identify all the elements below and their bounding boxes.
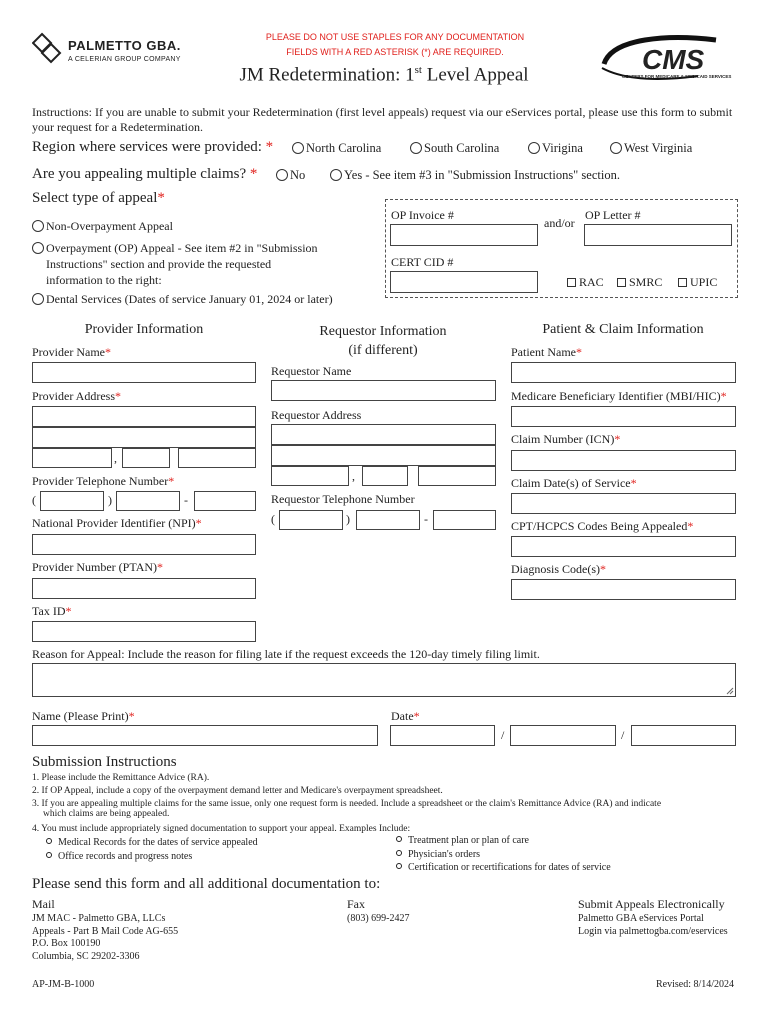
- mail-address: JM MAC - Palmetto GBA, LLCs Appeals - Part B Mail Code AG-655 P.O. Box 100190 Columbia, SC 29202-3306: [32, 913, 179, 962]
- multiple-question: Are you appealing multiple claims? *: [32, 166, 258, 182]
- patient-name-input[interactable]: [511, 362, 736, 383]
- requestor-name-label: Requestor Name: [271, 364, 352, 378]
- submission-heading: Submission Instructions: [32, 754, 177, 770]
- radio-icon[interactable]: [292, 142, 304, 154]
- list-item: Office records and progress notes: [46, 850, 258, 864]
- staple-notice: PLEASE DO NOT USE STAPLES FOR ANY DOCUMENTATION: [265, 32, 525, 42]
- comma-separator: ,: [114, 451, 117, 465]
- cert-cid-input[interactable]: [390, 271, 538, 293]
- requestor-city-input[interactable]: [271, 466, 349, 486]
- requestor-zip-input[interactable]: [418, 466, 496, 486]
- tax-id-input[interactable]: [32, 621, 256, 642]
- bullet-icon: [46, 838, 52, 844]
- cert-cid-label: CERT CID #: [391, 255, 454, 269]
- requestor-address-line1-input[interactable]: [271, 424, 496, 445]
- mbi-input[interactable]: [511, 406, 736, 427]
- slash-separator: /: [621, 728, 625, 742]
- op-invoice-input[interactable]: [390, 224, 538, 246]
- requestor-phone-label: Requestor Telephone Number: [271, 492, 415, 506]
- requestor-address-line2-input[interactable]: [271, 445, 496, 466]
- radio-icon[interactable]: [32, 220, 44, 232]
- fax-heading: Fax: [347, 897, 365, 911]
- radio-icon[interactable]: [410, 142, 422, 154]
- appeal-option-dental[interactable]: Dental Services (Dates of service January 01, 2024 or later): [32, 292, 333, 307]
- provider-address-line2-input[interactable]: [32, 427, 256, 448]
- appeal-option-overpayment[interactable]: Overpayment (OP) Appeal - See item #2 in "Submission Instructions" section and provide the requested information to the right:: [32, 240, 318, 288]
- andor-label: and/or: [544, 216, 575, 230]
- dash-separator: -: [424, 512, 428, 526]
- provider-name-input[interactable]: [32, 362, 256, 383]
- ptan-label: Provider Number (PTAN)*: [32, 560, 164, 574]
- requestor-state-input[interactable]: [362, 466, 408, 486]
- paren-open: (: [271, 512, 275, 526]
- list-item: Physician's orders: [396, 848, 611, 862]
- date-month-input[interactable]: [390, 725, 495, 746]
- cms-tagline: CENTERS FOR MEDICARE & MEDICAID SERVICES: [622, 74, 732, 79]
- cms-wordmark: CMS: [642, 44, 705, 75]
- region-option-sc[interactable]: South Carolina: [410, 141, 499, 156]
- requestor-name-input[interactable]: [271, 380, 496, 401]
- npi-input[interactable]: [32, 534, 256, 555]
- provider-phone-line-input[interactable]: [194, 491, 256, 511]
- paren-close: ): [346, 512, 350, 526]
- bullet-icon: [396, 850, 402, 856]
- cms-logo: [598, 32, 738, 84]
- diagnosis-label: Diagnosis Code(s)*: [511, 562, 606, 576]
- mail-heading: Mail: [32, 897, 55, 911]
- tax-id-label: Tax ID*: [32, 604, 72, 618]
- diagnosis-input[interactable]: [511, 579, 736, 600]
- submission-item-4: 4. You must include appropriately signed documentation to support your appeal. Examples Include:: [32, 824, 411, 834]
- fax-number: (803) 699-2427: [347, 913, 410, 924]
- bullet-list-left: [46, 836, 258, 864]
- radio-icon[interactable]: [276, 169, 288, 181]
- dash-separator: -: [184, 493, 188, 507]
- radio-icon[interactable]: [32, 242, 44, 254]
- logo-name: PALMETTO GBA.: [68, 38, 181, 53]
- claim-dates-label: Claim Date(s) of Service*: [511, 476, 637, 490]
- provider-address-label: Provider Address*: [32, 389, 121, 403]
- upic-checkbox[interactable]: UPIC: [678, 275, 717, 290]
- provider-zip-input[interactable]: [178, 448, 256, 468]
- multiple-option-yes[interactable]: Yes - See item #3 in "Submission Instructions" section.: [330, 168, 620, 183]
- cpt-input[interactable]: [511, 536, 736, 557]
- radio-icon[interactable]: [330, 169, 342, 181]
- requestor-address-label: Requestor Address: [271, 408, 362, 422]
- list-item: Medical Records for the dates of service appealed: [46, 836, 258, 850]
- date-label: Date*: [391, 709, 420, 723]
- resize-handle-icon[interactable]: [726, 687, 734, 695]
- bullet-icon: [46, 852, 52, 858]
- paren-close: ): [108, 493, 112, 507]
- appeal-type-heading: Select type of appeal*: [32, 190, 165, 206]
- provider-phone-area-input[interactable]: [40, 491, 104, 511]
- slash-separator: /: [501, 728, 505, 742]
- radio-icon[interactable]: [610, 142, 622, 154]
- date-day-input[interactable]: [510, 725, 616, 746]
- submission-item-1: 1. Please include the Remittance Advice (RA).: [32, 773, 210, 783]
- claim-number-label: Claim Number (ICN)*: [511, 432, 621, 446]
- bullet-icon: [396, 836, 402, 842]
- palmetto-diamond-icon: [32, 32, 62, 64]
- revised-date: Revised: 8/14/2024: [656, 979, 735, 990]
- list-item: Certification or recertifications for dates of service: [396, 861, 611, 875]
- mbi-label: Medicare Beneficiary Identifier (MBI/HIC)*: [511, 389, 727, 403]
- cpt-label: CPT/HCPCS Codes Being Appealed*: [511, 519, 694, 533]
- paren-open: (: [32, 493, 36, 507]
- rac-checkbox[interactable]: RAC: [567, 275, 604, 290]
- form-id: AP-JM-B-1000: [32, 979, 95, 990]
- comma-separator: ,: [352, 469, 355, 483]
- multiple-option-no[interactable]: No: [276, 168, 305, 183]
- radio-icon[interactable]: [528, 142, 540, 154]
- provider-name-label: Provider Name*: [32, 345, 111, 359]
- send-heading: Please send this form and all additional documentation to:: [32, 876, 381, 892]
- appeal-option-non-overpayment[interactable]: Non-Overpayment Appeal: [32, 219, 173, 234]
- name-print-label: Name (Please Print)*: [32, 709, 135, 723]
- provider-phone-prefix-input[interactable]: [116, 491, 180, 511]
- required-notice: FIELDS WITH A RED ASTERISK (*) ARE REQUIRED.: [286, 47, 504, 57]
- checkbox-icon[interactable]: [617, 278, 626, 287]
- op-invoice-label: OP Invoice #: [391, 208, 454, 222]
- smrc-checkbox[interactable]: SMRC: [617, 275, 662, 290]
- palmetto-logo: [32, 32, 202, 72]
- region-option-wv[interactable]: West Virginia: [610, 141, 692, 156]
- submission-item-3-cont: which claims are being appealed.: [43, 809, 170, 819]
- op-letter-input[interactable]: [584, 224, 732, 246]
- date-year-input[interactable]: [631, 725, 736, 746]
- checkbox-icon[interactable]: [678, 278, 687, 287]
- provider-phone-label: Provider Telephone Number*: [32, 474, 175, 488]
- bullet-list-right: [396, 834, 611, 875]
- requestor-heading: Requestor Information (if different): [319, 324, 447, 358]
- bullet-icon: [396, 863, 402, 869]
- electronic-info: Palmetto GBA eServices Portal Login via palmettogba.com/eservices: [578, 913, 728, 937]
- submission-item-3: 3. If you are appealing multiple claims for the same issue, only one request form is needed. Include a spreadsheet or the claim's Remittance Advice (RA) and indicate: [32, 799, 662, 809]
- provider-heading: Provider Information: [84, 322, 204, 337]
- electronic-heading: Submit Appeals Electronically: [578, 897, 725, 911]
- provider-address-line1-input[interactable]: [32, 406, 256, 427]
- claim-dates-input[interactable]: [511, 493, 736, 514]
- radio-icon[interactable]: [32, 293, 44, 305]
- npi-label: National Provider Identifier (NPI)*: [32, 516, 202, 530]
- name-print-input[interactable]: [32, 725, 378, 746]
- logo-tagline: A CELERIAN GROUP COMPANY: [68, 56, 181, 63]
- provider-city-input[interactable]: [32, 448, 112, 468]
- region-option-va[interactable]: Virigina: [528, 141, 583, 156]
- provider-state-input[interactable]: [122, 448, 170, 468]
- instructions: Instructions: If you are unable to submit your Redetermination (first level appeals) request via our eServices portal, please use this form to submit your request for a Redetermination.: [32, 105, 733, 134]
- patient-heading: Patient & Claim Information: [542, 322, 704, 337]
- submission-item-2: 2. If OP Appeal, include a copy of the overpayment demand letter and Medicare's overpayment spreadsheet.: [32, 786, 443, 796]
- reason-label: Reason for Appeal: Include the reason for filing late if the request exceeds the 120-day timely filing limit.: [32, 647, 540, 661]
- op-letter-label: OP Letter #: [585, 208, 641, 222]
- requestor-phone-prefix-input[interactable]: [356, 510, 420, 530]
- list-item: Treatment plan or plan of care: [396, 834, 611, 848]
- ptan-input[interactable]: [32, 578, 256, 599]
- region-option-nc[interactable]: North Carolina: [292, 141, 381, 156]
- requestor-phone-area-input[interactable]: [279, 510, 343, 530]
- checkbox-icon[interactable]: [567, 278, 576, 287]
- reason-textarea[interactable]: [32, 663, 736, 697]
- requestor-phone-line-input[interactable]: [433, 510, 496, 530]
- page-title: JM Redetermination: 1st Level Appeal: [239, 64, 529, 86]
- patient-name-label: Patient Name*: [511, 345, 582, 359]
- region-question: Region where services were provided: *: [32, 139, 274, 155]
- claim-number-input[interactable]: [511, 450, 736, 471]
